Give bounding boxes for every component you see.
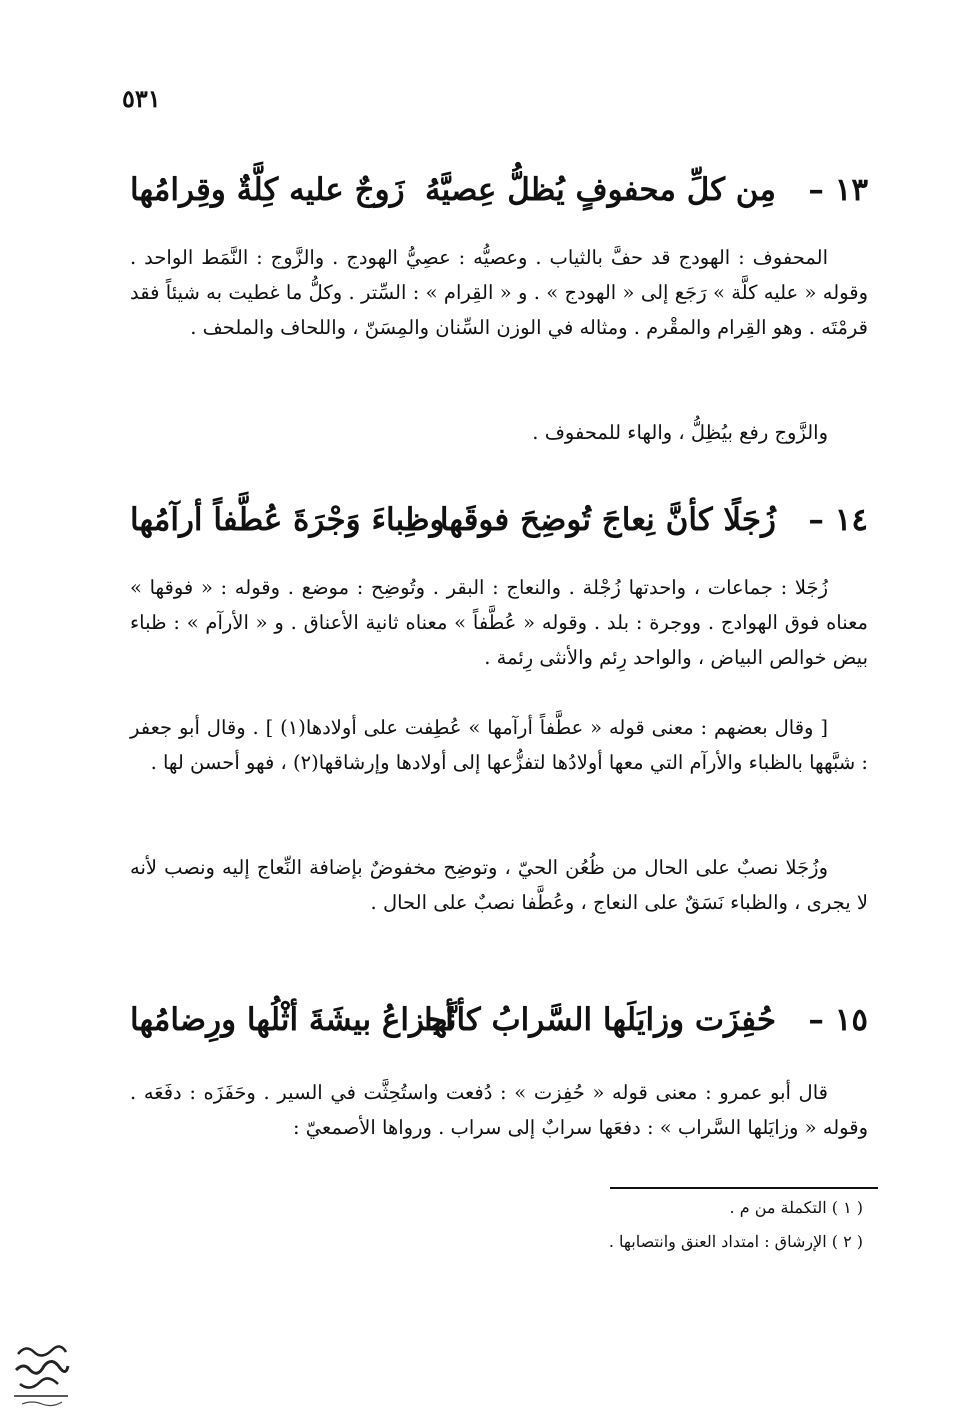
verse-hemistich-second: أجزاعُ بيشَةَ أثْلُها ورِضامُها bbox=[130, 1002, 454, 1038]
commentary-paragraph: وزُجَلا نصبٌ على الحال من ظُعُن الحيّ ، وتوضِح مخفوضٌ بإضافة النِّعاج إليه ونصب لأنه لا يجرى ، والظباء نَسَقٌ على النعاج ، وعُطَّفا نصبٌ على الحال . bbox=[130, 856, 868, 914]
commentary-paragraph: والزَّوج رفع بيُظِلُّ ، والهاء للمحفوف . bbox=[532, 421, 828, 444]
commentary-paragraph: المحفوف : الهودج قد حفَّ بالثياب . وعصيُّه : عصِيُّ الهودج . والزَّوج : النَّمَط الواحد . وقوله « عليه كلَّة » رَجَع إلى « الهودج » . و « القِرام » : السِّتر . وكلُّ ما غطيت به شيئاً فقد قرمْتَه . وهو القِرام والمقْرم . ومثاله في الوزن السِّنان والمِسَنّ ، واللحاف والملحف . bbox=[130, 246, 868, 339]
verse-number: ١٥ – bbox=[808, 1002, 868, 1038]
verse-hemistich-first: مِن كلِّ محفوفٍ يُظلُّ عِصيَّهُ bbox=[425, 172, 776, 208]
library-stamp-icon bbox=[8, 1336, 74, 1414]
footnote-divider bbox=[610, 1187, 878, 1189]
verse-number: ١٣ – bbox=[808, 172, 868, 208]
verse-hemistich-second: زَوجٌ عليه كِلَّةٌ وقِرامُها bbox=[130, 172, 405, 208]
verse-hemistich-first: حُفِزَت وزايَلَها السَّرابُ كأنَّها bbox=[424, 1002, 776, 1038]
verse-13 bbox=[130, 160, 868, 220]
footnote: ( ١ ) التكملة من م . bbox=[729, 1198, 863, 1217]
footnote: ( ٢ ) الإرشاق : امتداد العنق وانتصابها . bbox=[608, 1232, 863, 1251]
commentary-paragraph: زُجَلا : جماعات ، واحدتها زُجْلة . والنعاج : البقر . وتُوضِح : موضع . وقوله : « فوقها » معناه فوق الهوادج . ووجرة : بلد . وقوله « عُطَّفاً » معناه ثانية الأعناق . و « الأرآم » : ظباء بيض خوالص البياض ، والواحد رِئم والأنثى رِئمة . bbox=[130, 576, 868, 669]
verse-15 bbox=[130, 990, 868, 1050]
verse-number: ١٤ – bbox=[808, 502, 868, 538]
page-number: ٥٣١ bbox=[122, 84, 161, 113]
commentary-paragraph: قال أبو عمرو : معنى قوله « حُفِزت » : دُفعت واستُحِثَّت في السير . وحَفَزَه : دفَعَه . وقوله « وزايَلها السَّراب » : دفعَها سرابٌ إلى سراب . ورواها الأصمعيّ : bbox=[130, 1081, 868, 1139]
verse-hemistich-second: وظِباءَ وَجْرَةَ عُطَّفاً أرآمُها bbox=[130, 502, 445, 538]
verse-hemistich-first: زُجَلًا كأنَّ نِعاجَ تُوضِحَ فوقَها bbox=[439, 502, 776, 538]
commentary-paragraph: [ وقال بعضهم : معنى قوله « عطَّفاً أرآمها » عُطِفت على أولادها(١) ] . وقال أبو جعفر : شبَّهها بالظباء والأرآم التي معها أولادُها لتفزُّعها إلى أولادها وإرشاقها(٢) ، فهو أحسن لها . bbox=[130, 716, 868, 774]
verse-14 bbox=[130, 490, 868, 550]
